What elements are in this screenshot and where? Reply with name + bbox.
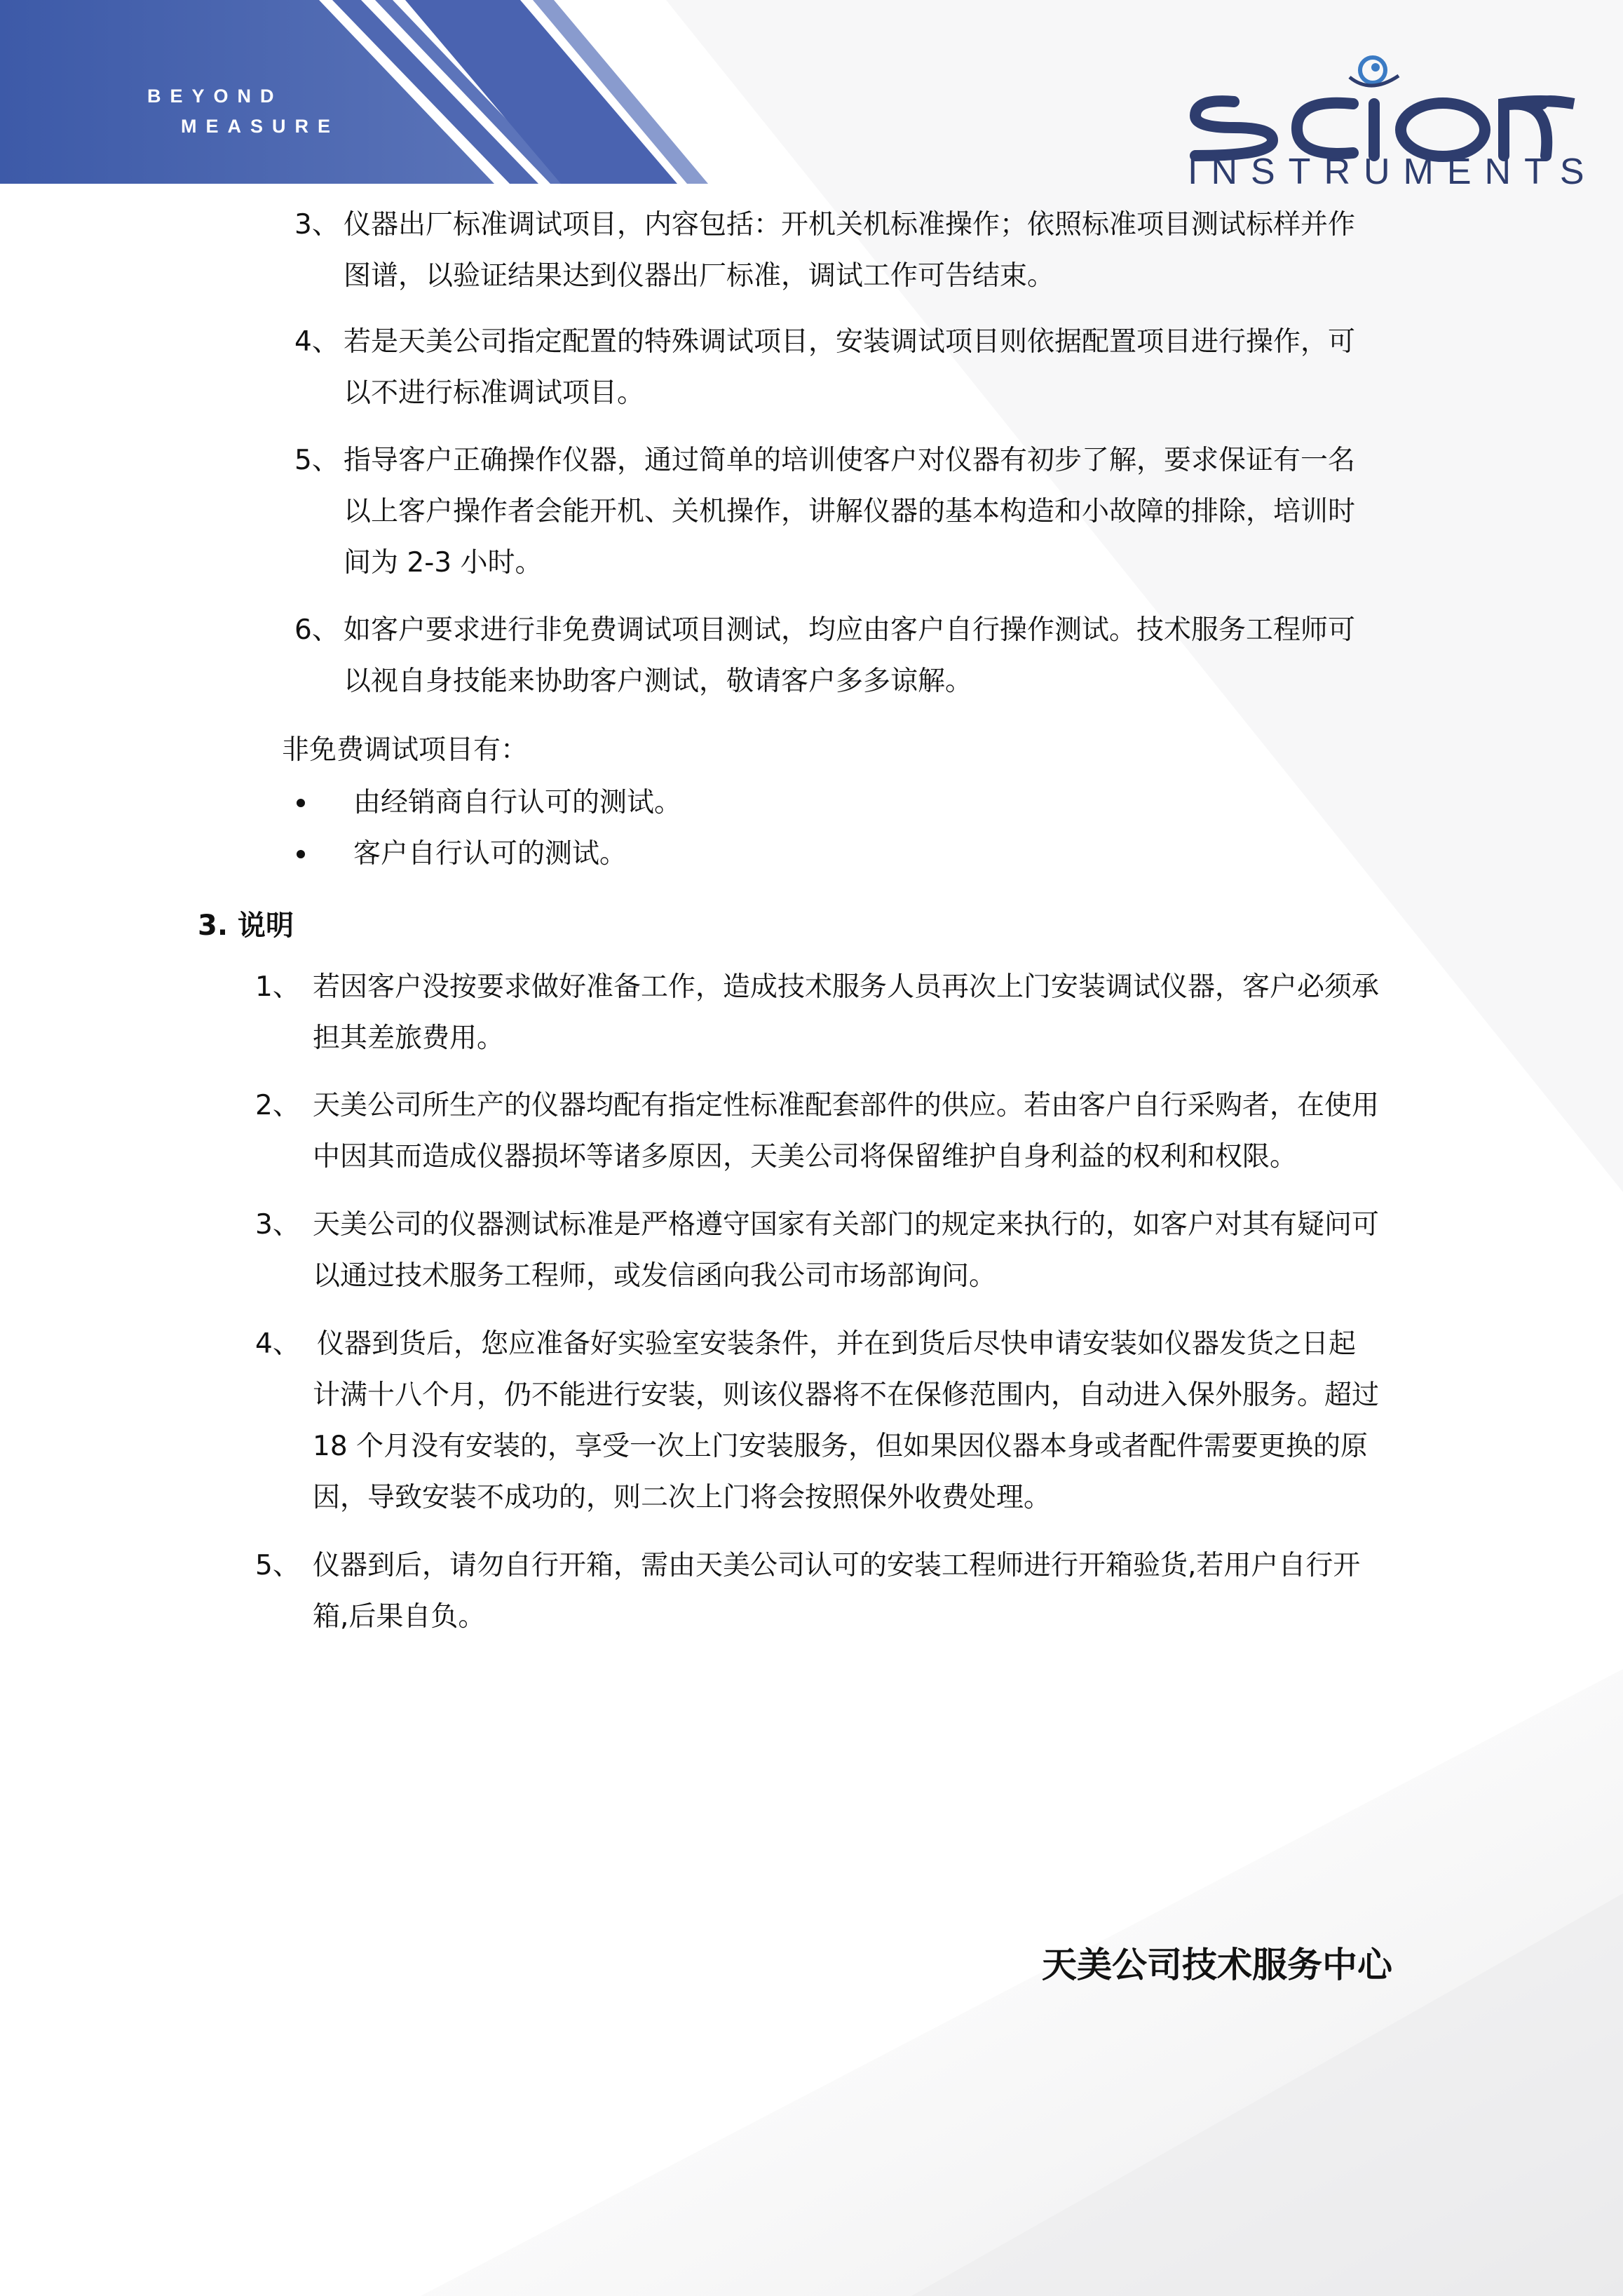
list-item xyxy=(255,1318,1379,1523)
section-heading: 3. 说明 xyxy=(198,910,294,942)
item-line: 若是天美公司指定配置的特殊调试项目，安装调试项目则依据配置项目进行操作，可 xyxy=(344,326,1356,358)
item-line: 天美公司的仪器测试标准是严格遵守国家有关部门的规定来执行的，如客户对其有疑问可 xyxy=(313,1209,1380,1241)
slogan-line-1: BEYOND xyxy=(147,86,283,107)
item-line: 以上客户操作者会能开机、关机操作，讲解仪器的基本构造和小故障的排除，培训时 xyxy=(344,496,1356,527)
item-line: 18 个月没有安装的，享受一次上门安装服务，但如果因仪器本身或者配件需要更换的原 xyxy=(313,1431,1369,1462)
bullet-item: 客户自行认可的测试。 xyxy=(353,838,627,870)
list-item xyxy=(255,961,1379,1064)
list-item xyxy=(255,1540,1360,1642)
slogan-line-2: MEASURE xyxy=(181,116,340,137)
list-item xyxy=(294,435,1355,588)
item-number: 4、 xyxy=(294,326,339,358)
list-item xyxy=(255,1199,1379,1302)
item-number: 4、 xyxy=(255,1328,300,1360)
item-line: 计满十八个月，仍不能进行安装，则该仪器将不在保修范围内，自动进入保外服务。超过 xyxy=(313,1379,1380,1411)
list-item xyxy=(255,1080,1379,1182)
item-number: 5、 xyxy=(255,1550,300,1581)
item-line: 中因其而造成仪器损坏等诸多原因，天美公司将保留维护自身利益的权利和权限。 xyxy=(313,1141,1298,1173)
item-line: 以不进行标准调试项目。 xyxy=(344,377,645,409)
item-number: 3、 xyxy=(255,1209,300,1241)
bullet-item: 由经销商自行认可的测试。 xyxy=(353,787,682,818)
item-line: 图谱，以验证结果达到仪器出厂标准，调试工作可告结束。 xyxy=(344,260,1055,292)
item-line: 箱,后果自负。 xyxy=(313,1601,486,1633)
item-line: 如客户要求进行非免费调试项目测试，均应由客户自行操作测试。技术服务工程师可 xyxy=(344,614,1356,646)
item-line: 间为 2-3 小时。 xyxy=(344,547,543,579)
item-number: 5、 xyxy=(294,445,339,476)
logo-subtext: INSTRUMENTS xyxy=(1188,151,1598,192)
item-line: 以通过技术服务工程师，或发信函向我公司市场部询问。 xyxy=(313,1260,997,1292)
item-line: 担其差旅费用。 xyxy=(313,1022,505,1054)
list-item xyxy=(294,605,1355,707)
item-line: 天美公司所生产的仪器均配有指定性标准配套部件的供应。若由客户自行采购者，在使用 xyxy=(313,1090,1380,1121)
item-line: 以视自身技能来协助客户测试，敬请客户多多谅解。 xyxy=(344,666,973,697)
item-line: 仪器出厂标准调试项目，内容包括：开机关机标准操作；依照标准项目测试标样并作 xyxy=(344,209,1356,241)
item-number: 1、 xyxy=(255,971,300,1003)
item-line: 仪器到后，请勿自行开箱，需由天美公司认可的安装工程师进行开箱验货,若用户自行开 xyxy=(313,1550,1361,1581)
item-number: 3、 xyxy=(294,209,339,241)
bullet-icon xyxy=(297,799,305,807)
non-free-intro: 非免费调试项目有： xyxy=(282,734,529,766)
bullet-icon xyxy=(297,850,305,858)
item-line: 若因客户没按要求做好准备工作，造成技术服务人员再次上门安装调试仪器，客户必须承 xyxy=(313,971,1380,1003)
item-line: 指导客户正确操作仪器，通过简单的培训使客户对仪器有初步了解，要求保证有一名 xyxy=(344,445,1356,476)
item-line: 因，导致安装不成功的，则二次上门将会按照保外收费处理。 xyxy=(313,1482,1052,1513)
item-line: 仪器到货后，您应准备好实验室安装条件，并在到货后尽快申请安装如仪器发货之日起 xyxy=(317,1328,1357,1360)
signature: 天美公司技术服务中心 xyxy=(1042,1945,1392,1985)
item-number: 6、 xyxy=(294,614,339,646)
list-item xyxy=(294,316,1355,419)
item-number: 2、 xyxy=(255,1090,300,1121)
list-item xyxy=(294,199,1355,302)
